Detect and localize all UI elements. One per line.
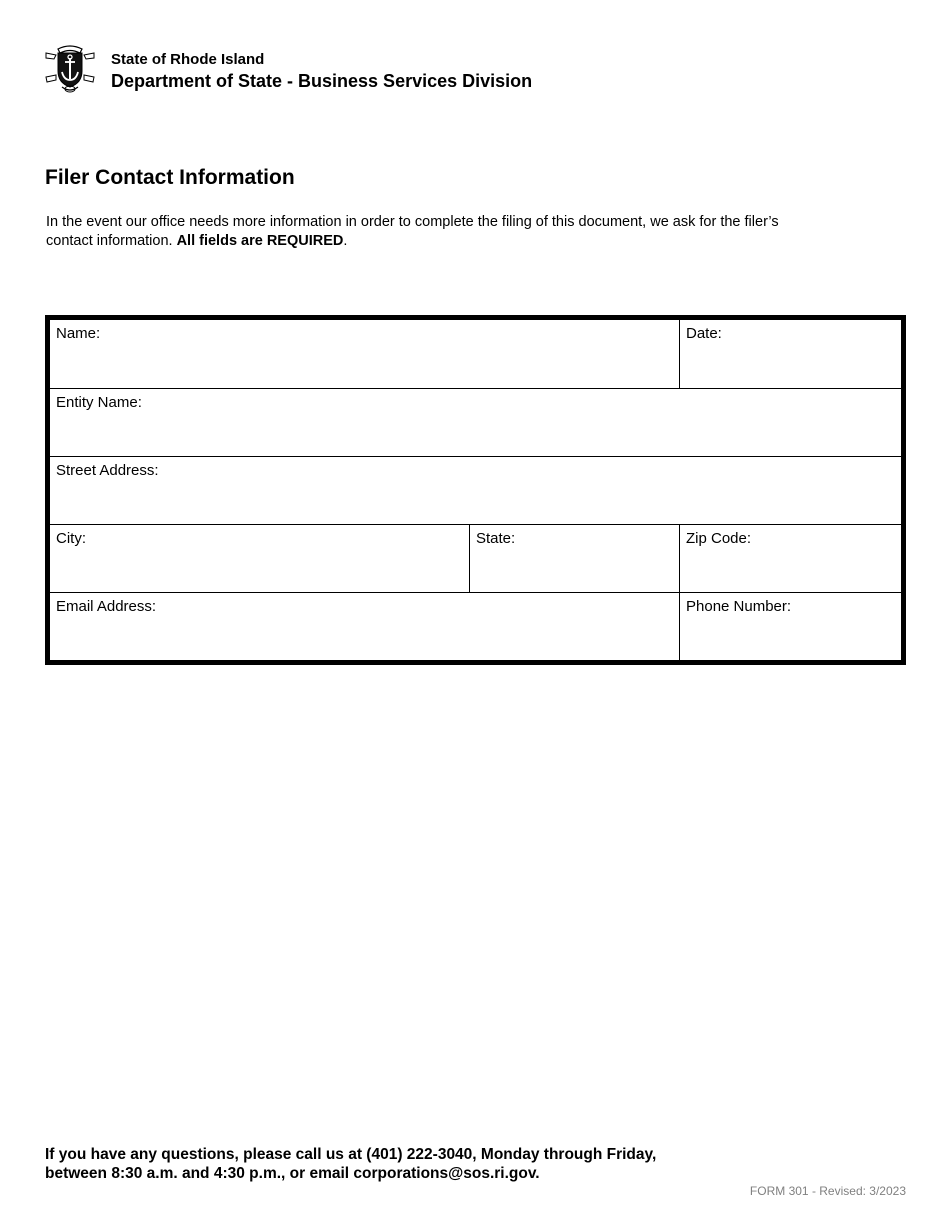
contact-form-table	[45, 315, 906, 665]
street-address-input[interactable]	[56, 494, 889, 516]
zip-code-input[interactable]	[686, 562, 889, 584]
entity-name-input[interactable]	[56, 426, 889, 448]
date-label: Date:	[686, 325, 722, 342]
name-cell	[50, 320, 679, 388]
zip-code-label: Zip Code:	[686, 530, 752, 547]
form-row-name-date	[50, 320, 901, 388]
email-input[interactable]	[56, 630, 667, 652]
entity-name-cell	[50, 389, 901, 456]
form-row-entity	[50, 388, 901, 456]
contact-footer-note	[45, 1145, 656, 1183]
form-revision-id: FORM 301 - Revised: 3/2023	[749, 1184, 906, 1198]
phone-cell	[679, 593, 901, 660]
state-label: State:	[476, 530, 516, 547]
footer-line-1: If you have any questions, please call us at (401) 222-3040, Monday through Friday,	[45, 1146, 657, 1163]
intro-text	[46, 213, 826, 251]
state-name: State of Rhode Island	[111, 51, 265, 68]
phone-input[interactable]	[686, 630, 889, 652]
intro-body: In the event our office needs more information in order to complete the filing of this document, we ask for the filer’s contact information.	[46, 214, 779, 249]
city-label: City:	[56, 530, 86, 547]
name-input[interactable]	[56, 357, 667, 379]
city-cell	[50, 525, 469, 592]
entity-name-label: Entity Name:	[56, 394, 142, 411]
date-input[interactable]	[686, 357, 889, 379]
footer-line-2: between 8:30 a.m. and 4:30 p.m., or email corporations@sos.ri.gov.	[45, 1165, 540, 1182]
form-row-street	[50, 456, 901, 524]
phone-label: Phone Number:	[686, 598, 792, 615]
agency-header	[111, 51, 532, 93]
form-row-city-state-zip	[50, 524, 901, 592]
email-cell	[50, 593, 679, 660]
state-input[interactable]	[476, 562, 667, 584]
state-seal-icon	[44, 43, 96, 93]
department-name: Department of State - Business Services Division	[111, 71, 533, 91]
street-address-label: Street Address:	[56, 462, 159, 479]
city-input[interactable]	[56, 562, 457, 584]
form-row-email-phone	[50, 592, 901, 660]
required-notice: All fields are REQUIRED	[176, 233, 344, 249]
intro-end: .	[343, 233, 348, 249]
name-label: Name:	[56, 325, 101, 342]
date-cell	[679, 320, 901, 388]
email-label: Email Address:	[56, 598, 157, 615]
state-cell	[469, 525, 679, 592]
street-address-cell	[50, 457, 901, 524]
zip-code-cell	[679, 525, 901, 592]
page-title: Filer Contact Information	[45, 166, 295, 189]
